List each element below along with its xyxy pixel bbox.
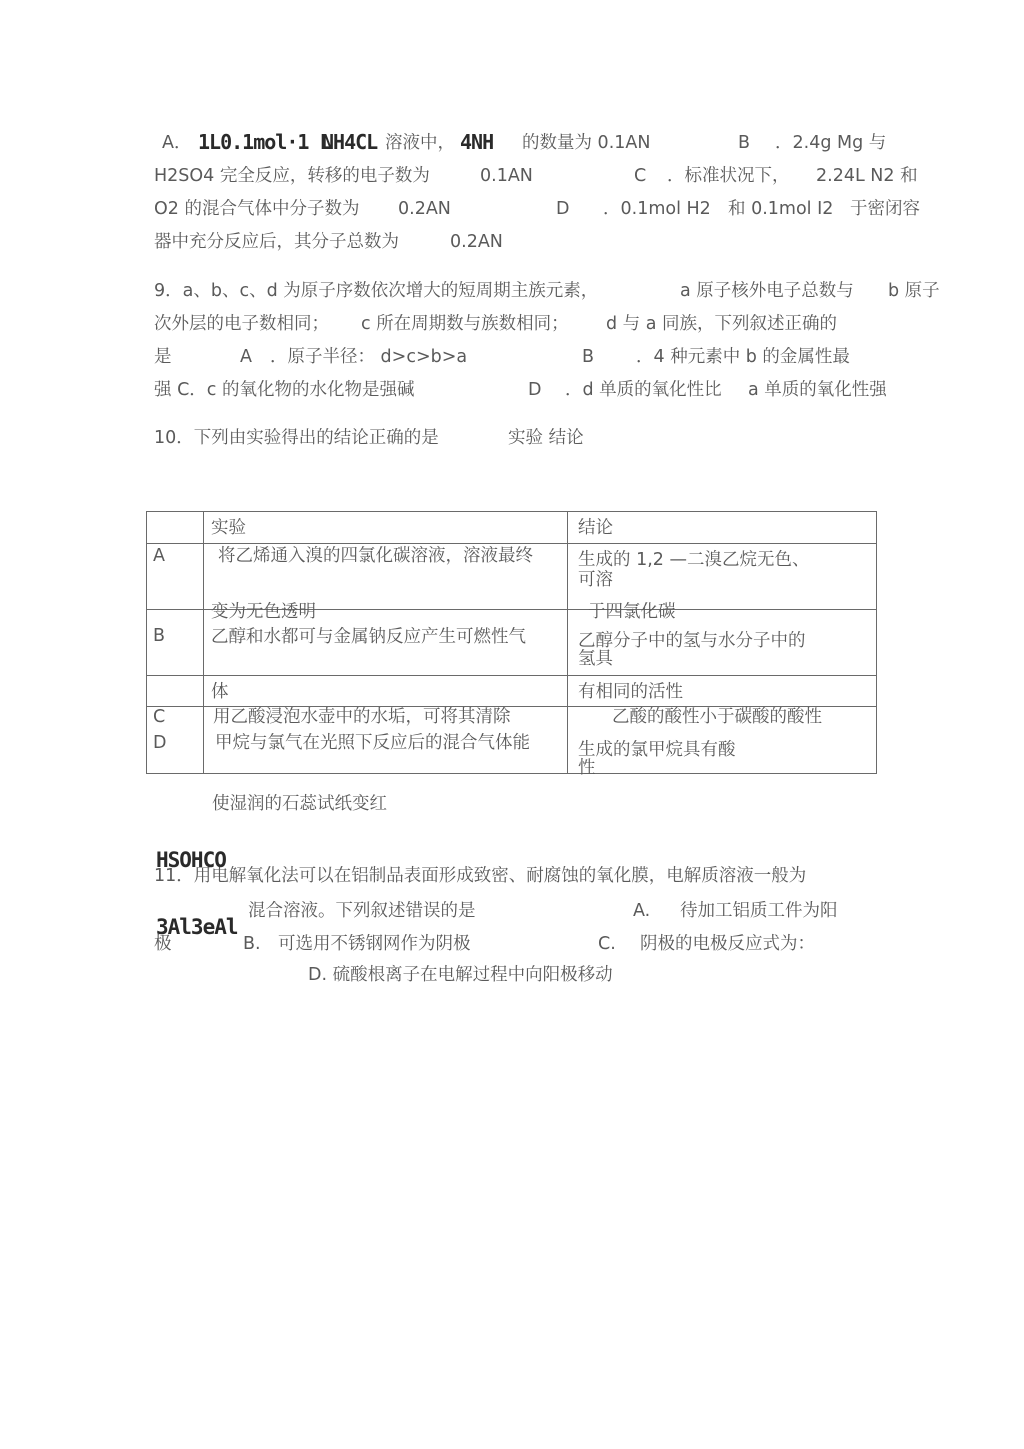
q11-text: 阴极的电极反应式为： [640,934,815,954]
q8-text: 2.24L N2 和 [816,166,918,186]
table-cell [147,707,204,774]
row-label-a: A [153,546,165,566]
row-c-experiment: 用乙酸浸泡水壶中的水垢，可将其清除 [213,707,511,727]
q11-option-a-label: A. [633,901,651,921]
q11-text: 待加工铝质工件为阳 [680,901,838,921]
q9-text: c 所在周期数与族数相同； [361,314,569,334]
q11-formula-reaction: 3Al3eAl [156,915,238,939]
q8-text: 的数量为 0.1AN [522,133,651,153]
q9-text: ．原子半径： d>c>b>a [270,347,468,367]
row-b-conclusion-cont2: 有相同的活性 [578,682,683,702]
row-b-experiment-cont: 体 [211,682,229,702]
q9-text: 是 [154,347,172,367]
q8-text: 0.2AN [398,199,451,219]
q9-text: a 原子核外电子总数与 [680,281,854,301]
q8-text: 0.1AN [480,166,533,186]
q9-text: 次外层的电子数相同； [154,314,329,334]
table-row [147,676,877,707]
row-b-conclusion: 乙醇分子中的氢与水分子中的 [578,631,806,651]
row-a-conclusion: 生成的 1,2 —二溴乙烷无色、 [578,550,810,570]
q8-text: ．0.1mol H2 [603,199,711,219]
q8-text: 和 0.1mol I2 [728,199,834,219]
q9-option-a-label: A [240,347,252,367]
table-cell [568,544,877,622]
table-cell [568,676,877,707]
table-cell [568,512,877,544]
q9-text: b 原子 [888,281,940,301]
q8-option-a-label: A． [162,133,192,153]
row-d-conclusion: 生成的氯甲烷具有酸 [578,740,736,760]
q9-text: 强 C．c 的氧化物的水化物是强碱 [154,380,415,400]
q8-option-b-label: B [738,133,751,153]
q10-stem-tail: 实验 结论 [508,428,584,448]
row-a-experiment-cont: 变为无色透明 [211,602,316,622]
table-header-row [147,512,877,544]
q9-text: ．4 种元素中 b 的金属性最 [636,347,850,367]
q8-text: H2SO4 完全反应，转移的电子数为 [154,166,430,186]
row-d-experiment: 甲烷与氯气在光照下反应后的混合气体能 [215,733,530,753]
row-a-conclusion-cont2: 于四氯化碳 [588,602,676,622]
row-label-c: C [153,707,166,727]
row-label-d: D [153,733,167,753]
q9-option-b-label: B [582,347,595,367]
q9-text: ．d 单质的氧化性比 [565,380,722,400]
row-d-conclusion-cont: 性 [578,758,596,778]
q8-text: ．标准状况下， [667,166,790,186]
table-cell [147,610,204,676]
table-cell [147,544,204,610]
q8-text: 溶液中， [385,133,455,153]
q10-stem: 10．下列由实验得出的结论正确的是 [154,428,439,448]
table-row [147,544,877,610]
q8-option-c-label: C [634,166,647,186]
q11-text: 混合溶液。下列叙述错误的是 [248,901,476,921]
q8-text: O2 的混合气体中分子数为 [154,199,360,219]
row-b-experiment: 乙醇和水都可与金属钠反应产生可燃性气 [211,627,526,647]
table-cell [204,676,568,707]
q11-option-b-label: B. [243,934,261,954]
q8-formula-ion: 4NH [460,130,494,154]
table-cell [204,544,568,622]
row-d-experiment-cont: 使湿润的石蕊试纸变红 [212,794,387,814]
row-b-conclusion-cont: 氢具 [578,649,613,669]
q11-option-c-label: C. [598,934,616,954]
q8-text: 器中充分反应后，其分子总数为 [154,232,399,252]
table-cell [568,610,877,676]
table-cell [204,512,568,544]
q9-text: d 与 a 同族，下列叙述正确的 [606,314,838,334]
q8-text: 于密闭容 [850,199,920,219]
q8-text: ．2.4g Mg 与 [775,133,887,153]
q8-formula-concentration: 1L0.1mol·1 L [198,130,331,154]
q11-text: 11．用电解氧化法可以在铝制品表面形成致密、耐腐蚀的氧化膜，电解质溶液一般为 [154,866,807,886]
table-row [147,610,877,676]
q8-text: 0.2AN [450,232,503,252]
q9-option-d-label: D [528,380,542,400]
table-cell [147,676,204,707]
table-cell [204,610,568,676]
table-cell [204,707,568,774]
q8-option-d-label: D [556,199,570,219]
header-experiment: 实验 [211,518,246,538]
header-conclusion: 结论 [578,518,613,538]
row-a-conclusion-cont: 可溶 [578,570,613,590]
row-c-conclusion: 乙酸的酸性小于碳酸的酸性 [612,707,822,727]
table-cell [568,707,877,778]
row-a-experiment: 将乙烯通入溴的四氯化碳溶液，溶液最终 [218,546,533,566]
q11-text: 极 [154,934,172,954]
q9-text: 9．a、b、c、d 为原子序数依次增大的短周期主族元素， [154,281,599,301]
experiment-table [146,511,877,778]
table-row [147,707,877,774]
q9-text: a 单质的氧化性强 [748,380,887,400]
q11-formula-electrolyte: HSOHCO [156,848,226,872]
q8-formula-salt: NH4CL [322,130,378,154]
table-cell [147,512,204,544]
q11-text: 可选用不锈钢网作为阴极 [278,934,471,954]
row-label-b: B [153,626,166,646]
q11-option-d: D. 硫酸根离子在电解过程中向阳极移动 [308,965,613,985]
